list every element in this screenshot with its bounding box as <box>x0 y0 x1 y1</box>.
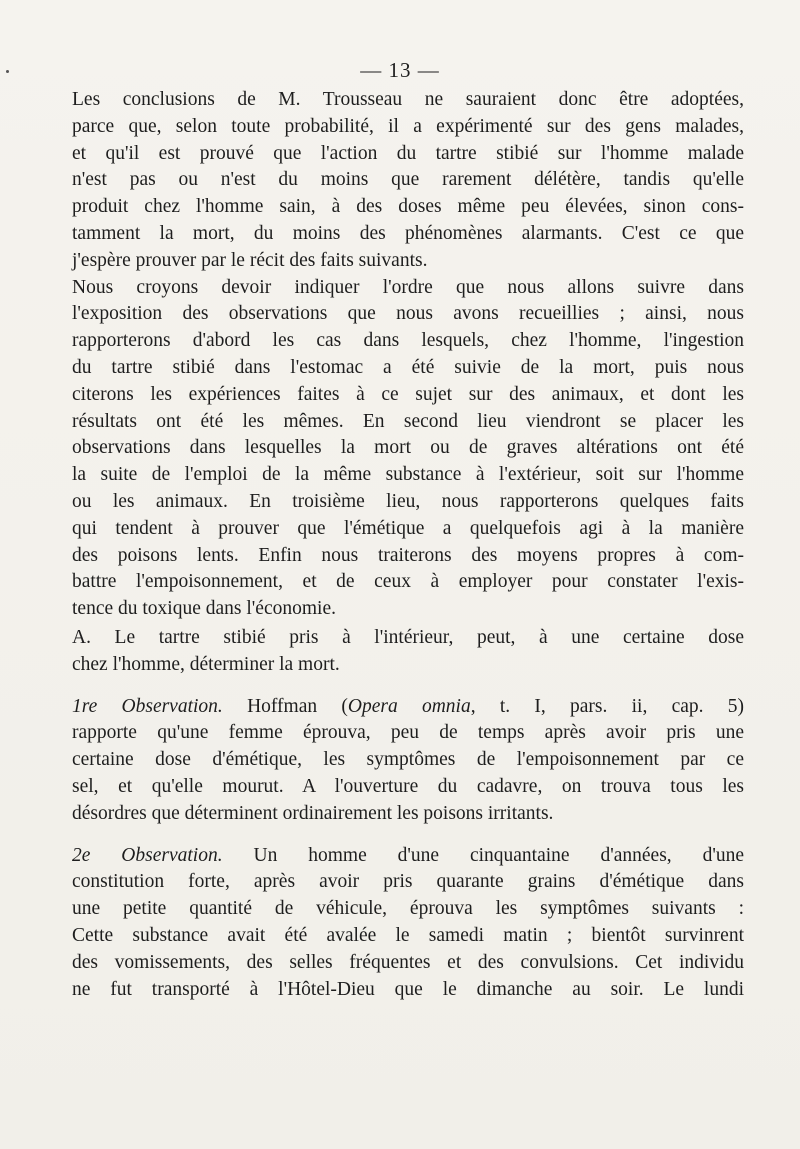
paragraph-section-a <box>48 625 744 679</box>
text-line: rapporterons d'abord les cas dans lesquels, chez l'homme, l'ingestion <box>72 330 744 352</box>
text-line: observations dans lesquelles la mort ou de graves altérations ont été <box>72 437 744 459</box>
text-line: une petite quantité de véhicule, éprouva les symptômes suivants : <box>72 898 744 920</box>
text-line: qui tendent à prouver que l'émétique a quelquefois agi à la manière <box>72 517 744 539</box>
page-body <box>48 87 744 1003</box>
observation-heading: 1re Observation. <box>72 695 223 717</box>
reference-open: ( <box>341 695 348 717</box>
text-line: résultats ont été les mêmes. En second lieu viendront se placer les <box>72 410 744 432</box>
text-line: des vomissements, des selles fréquentes et des convulsions. Cet individu <box>72 951 744 973</box>
text-line: Cette substance avait été avalée le samedi matin ; bientôt survinrent <box>72 924 744 946</box>
text-line: produit chez l'homme sain, à des doses même peu élevées, sinon cons- <box>72 196 744 218</box>
text-line: l'exposition des observations que nous avons recueillies ; ainsi, nous <box>72 303 744 325</box>
text-line: ne fut transporté à l'Hôtel-Dieu que le dimanche au soir. Le lundi <box>72 978 744 1000</box>
text-line: la suite de l'emploi de la même substance à l'extérieur, soit sur l'homme <box>72 464 744 486</box>
text-line: tence du toxique dans l'économie. <box>72 598 336 620</box>
text-line: du tartre stibié dans l'estomac a été suivie de la mort, puis nous <box>72 356 744 378</box>
text-line: n'est pas ou n'est du moins que rarement délétère, tandis qu'elle <box>72 169 744 191</box>
text-line <box>48 694 744 721</box>
text-line: certaine dose d'émétique, les symptômes de l'empoisonnement par ce <box>72 749 744 771</box>
text-line: des poisons lents. Enfin nous traiterons des moyens propres à com- <box>72 544 744 566</box>
text-line: Les conclusions de M. Trousseau ne sauraient donc être adoptées, <box>72 89 744 110</box>
text-line: désordres que déterminent ordinairement les poisons irritants. <box>72 802 554 824</box>
observation-author: Hoffman <box>247 695 318 717</box>
text-line: constitution forte, après avoir pris quarante grains d'émétique dans <box>72 871 744 893</box>
text-line: rapporte qu'une femme éprouva, peu de temps après avoir pris une <box>72 722 744 744</box>
observation-heading: 2e Observation. <box>72 844 223 866</box>
paragraph-ordre <box>48 275 744 623</box>
observation-1 <box>48 694 744 828</box>
paragraph-conclusions <box>48 87 744 275</box>
text-line: et qu'il est prouvé que l'action du tartre stibié sur l'homme malade <box>72 142 744 164</box>
text-line: parce que, selon toute probabilité, il a expérimenté sur des gens malades, <box>72 115 744 137</box>
text-line <box>48 843 744 870</box>
observation-first-line: Un homme d'une cinquantaine d'années, d'une <box>253 844 744 866</box>
reference-rest: , t. I, pars. ii, cap. 5) <box>470 695 745 717</box>
text-line: tamment la mort, du moins des phénomènes alarmants. C'est ce que <box>72 222 744 244</box>
page-number: — 13 — <box>360 58 440 82</box>
reference-title: Opera omnia <box>347 695 471 717</box>
observation-2 <box>48 843 744 1004</box>
text-line: j'espère prouver par le récit des faits suivants. <box>72 249 428 271</box>
text-line: battre l'empoisonnement, et de ceux à employer pour constater l'exis- <box>72 571 744 593</box>
text-line: A. Le tartre stibié pris à l'intérieur, peut, à une certaine dose <box>72 626 744 648</box>
text-line: sel, et qu'elle mourut. A l'ouverture du cadavre, on trouva tous les <box>72 775 744 797</box>
text-line: citerons les expériences faites à ce sujet sur des animaux, et dont les <box>72 383 744 405</box>
text-line: chez l'homme, déterminer la mort. <box>72 653 340 675</box>
text-line: Nous croyons devoir indiquer l'ordre que nous allons suivre dans <box>72 276 744 298</box>
text-line: ou les animaux. En troisième lieu, nous rapporterons quelques faits <box>72 490 744 512</box>
